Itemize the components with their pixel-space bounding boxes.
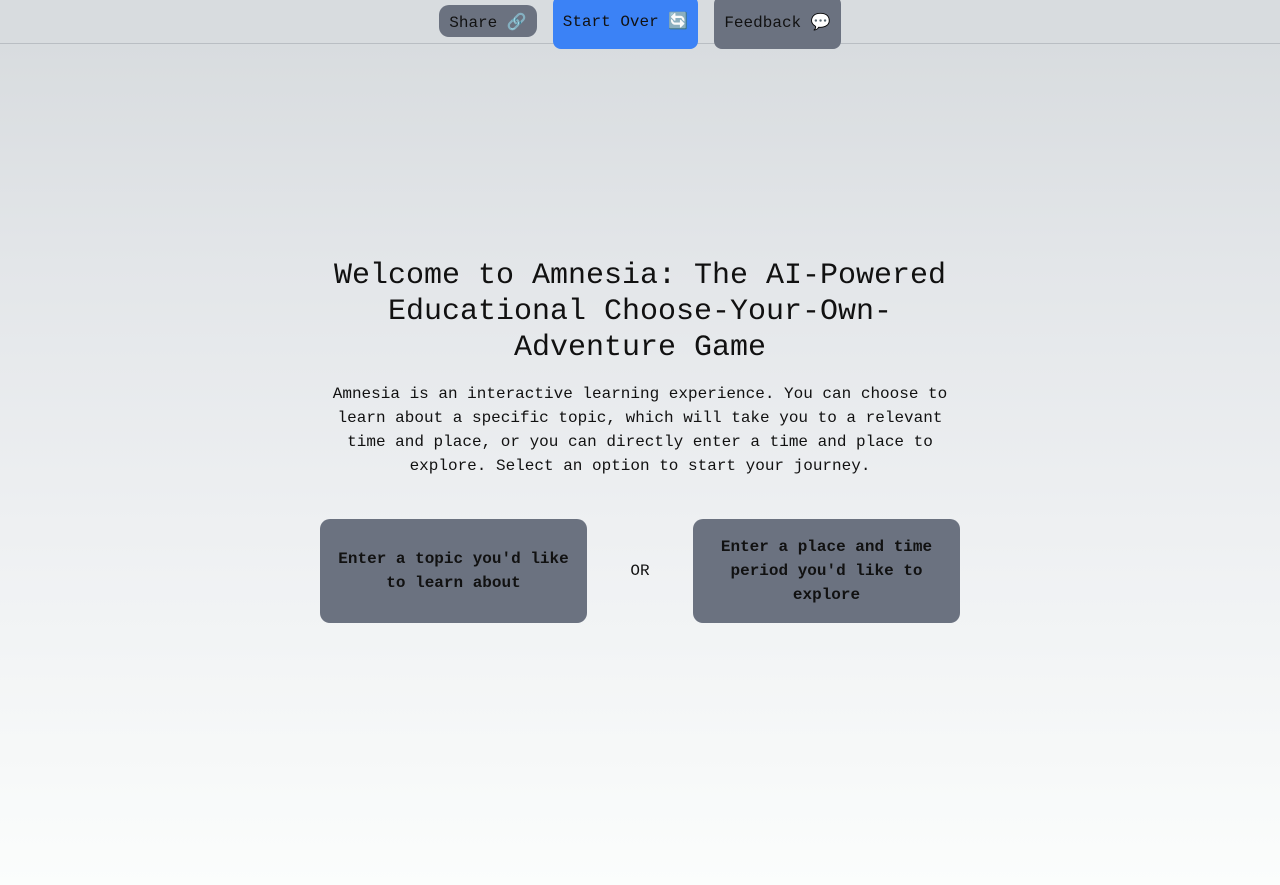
or-separator: OR: [630, 562, 650, 580]
enter-place-time-button[interactable]: [693, 519, 960, 623]
intro-description: Amnesia is an interactive learning experience. You can choose to learn about a specific topic, which will take you to a relevant time and place, or you can directly enter a time and place to explore. Select an option to start your journey.: [332, 385, 948, 475]
feedback-button[interactable]: Feedback 💬: [714, 0, 841, 49]
page-title: Welcome to Amnesia: The AI-Powered Educational Choose-Your-Own-Adventure Game: [333, 259, 947, 365]
enter-topic-label: Enter a topic you'd like to learn about: [338, 550, 569, 592]
start-over-button[interactable]: Start Over 🔄: [553, 0, 698, 49]
enter-topic-button[interactable]: [320, 519, 587, 623]
enter-place-time-label: Enter a place and time period you'd like to explore: [720, 538, 933, 604]
share-button[interactable]: Share 🔗: [439, 5, 537, 37]
